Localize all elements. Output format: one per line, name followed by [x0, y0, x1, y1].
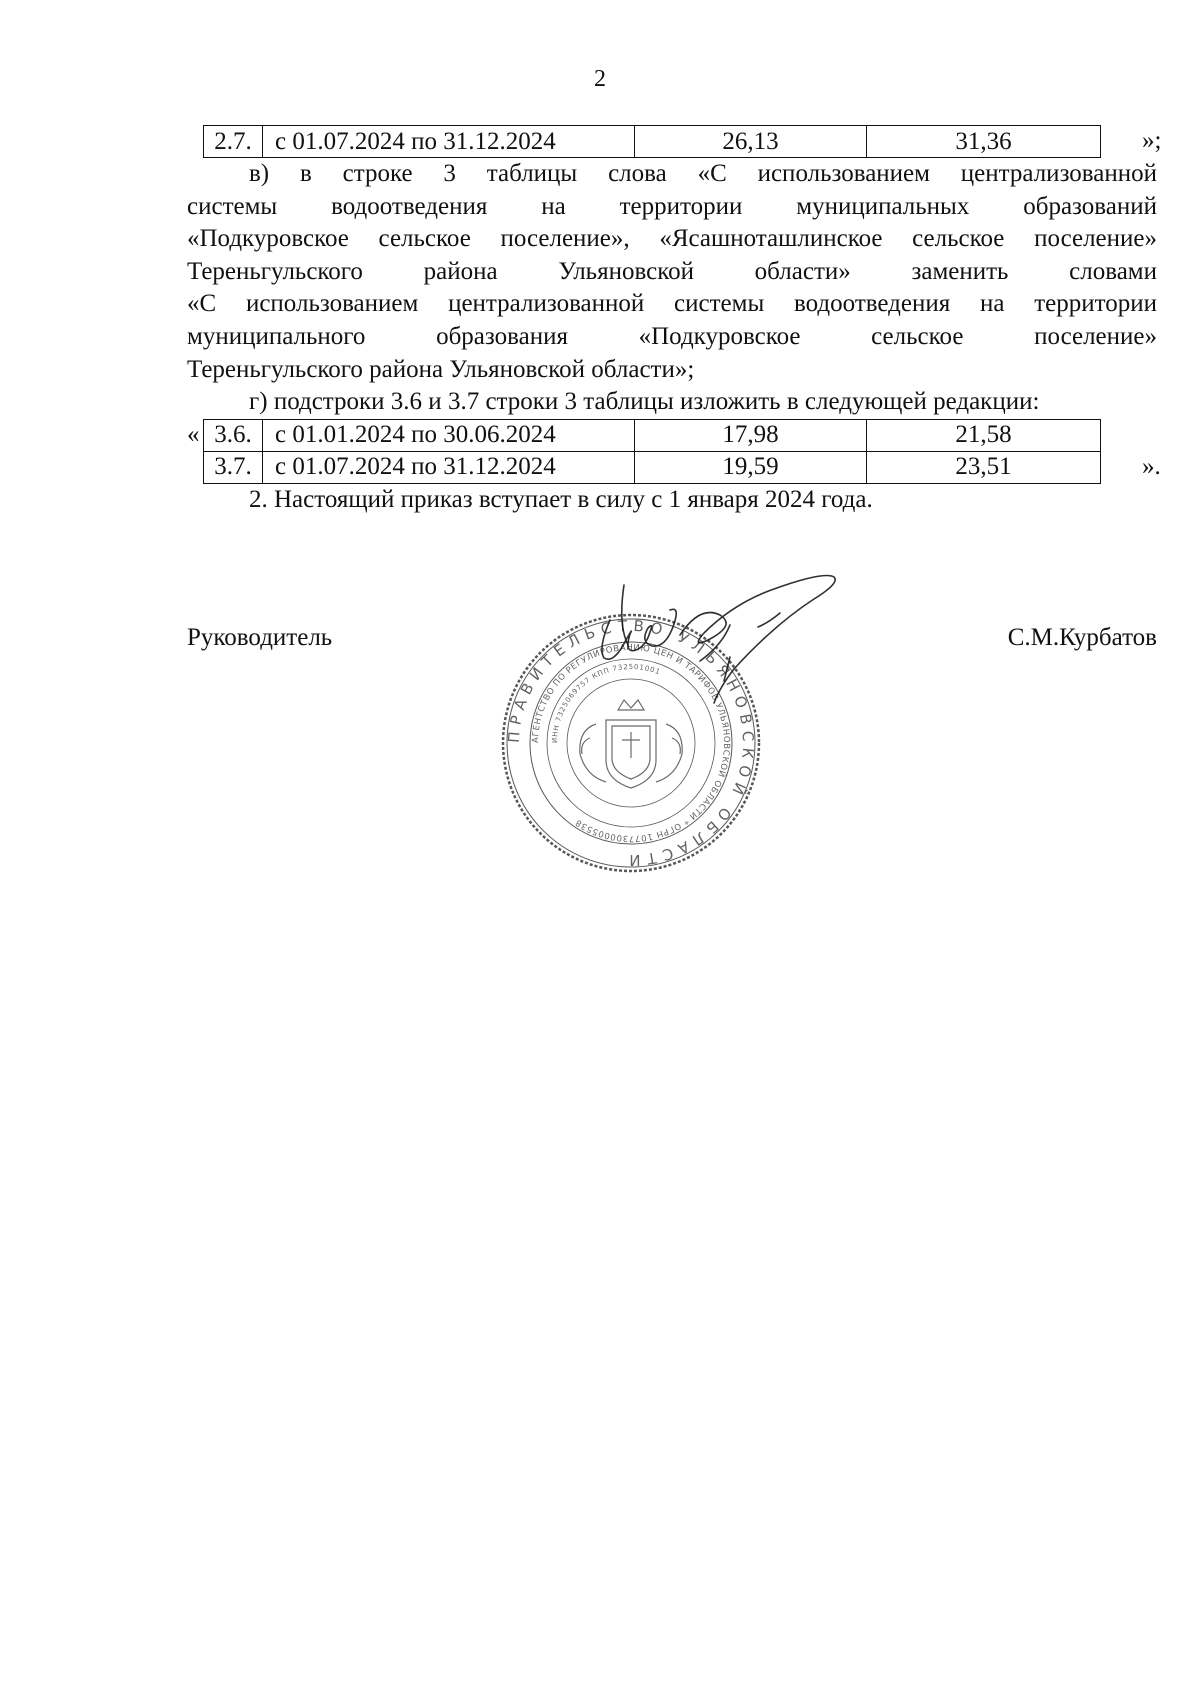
table-row [204, 451, 1101, 483]
paragraph-line: муниципального образования «Подкуровское сельское поселение» [187, 322, 1157, 350]
row-period: с 01.01.2024 по 30.06.2024 [263, 419, 635, 451]
page-number: 2 [594, 66, 606, 92]
handwritten-signature [580, 565, 870, 735]
table-bottom [187, 419, 1161, 484]
row-period: с 01.07.2024 по 31.12.2024 [263, 451, 635, 483]
row-value-1: 19,59 [635, 451, 867, 483]
tariff-table-top [203, 125, 1101, 158]
row-number: 2.7. [204, 126, 263, 158]
table-top [187, 125, 1162, 158]
table-row [204, 419, 1101, 451]
row-value-2: 31,36 [867, 126, 1101, 158]
paragraph-g: г) подстроки 3.6 и 3.7 строки 3 таблицы изложить в следующей редакции: [249, 388, 1040, 416]
open-quote: « [187, 420, 200, 448]
row-value-1: 26,13 [635, 126, 867, 158]
paragraph-line: в) в строке 3 таблицы слова «С использованием централизованной [249, 160, 1157, 187]
paragraph-line: «Подкуровское сельское поселение», «Ясашноташлинское сельское поселение» [187, 225, 1157, 253]
paragraph-line: системы водоотведения на территории муниципальных образований [187, 192, 1157, 220]
paragraph-line: Тереньгульского района Ульяновской области»; [187, 355, 695, 383]
row-value-2: 23,51 [867, 451, 1101, 483]
signatory-position: Руководитель [187, 624, 333, 651]
tariff-table-bottom [203, 419, 1101, 484]
row-period: с 01.07.2024 по 31.12.2024 [263, 126, 635, 158]
paragraph-2: 2. Настоящий приказ вступает в силу с 1 января 2024 года. [249, 485, 873, 513]
table-row [204, 126, 1101, 158]
seal-outer-text: ПРАВИТЕЛЬСТВО УЛЬЯНОВСКОЙ ОБЛАСТИ [504, 616, 758, 870]
paragraph-v [187, 158, 1157, 386]
seal-inn-text: ИНН 7325069757 КПП 732501001 [550, 662, 662, 744]
seal-inner-text: АГЕНТСТВО ПО РЕГУЛИРОВАНИЮ ЦЕН И ТАРИФОВ УЛЬЯНОВСКОЙ ОБЛАСТИ * ОГРН 1077300005538 [530, 642, 732, 844]
row-suffix: ». [1142, 452, 1161, 480]
paragraph-line: «С использованием централизованной системы водоотведения на территории [187, 290, 1157, 318]
row-value-2: 21,58 [867, 419, 1101, 451]
row-suffix: »; [1142, 127, 1162, 154]
row-value-1: 17,98 [635, 419, 867, 451]
signatory-name: С.М.Курбатов [1007, 624, 1157, 651]
row-number: 3.7. [204, 451, 263, 483]
document-body [187, 125, 1162, 516]
row-number: 3.6. [204, 419, 263, 451]
paragraph-line: Тереньгульского района Ульяновской области» заменить словами [187, 257, 1157, 285]
